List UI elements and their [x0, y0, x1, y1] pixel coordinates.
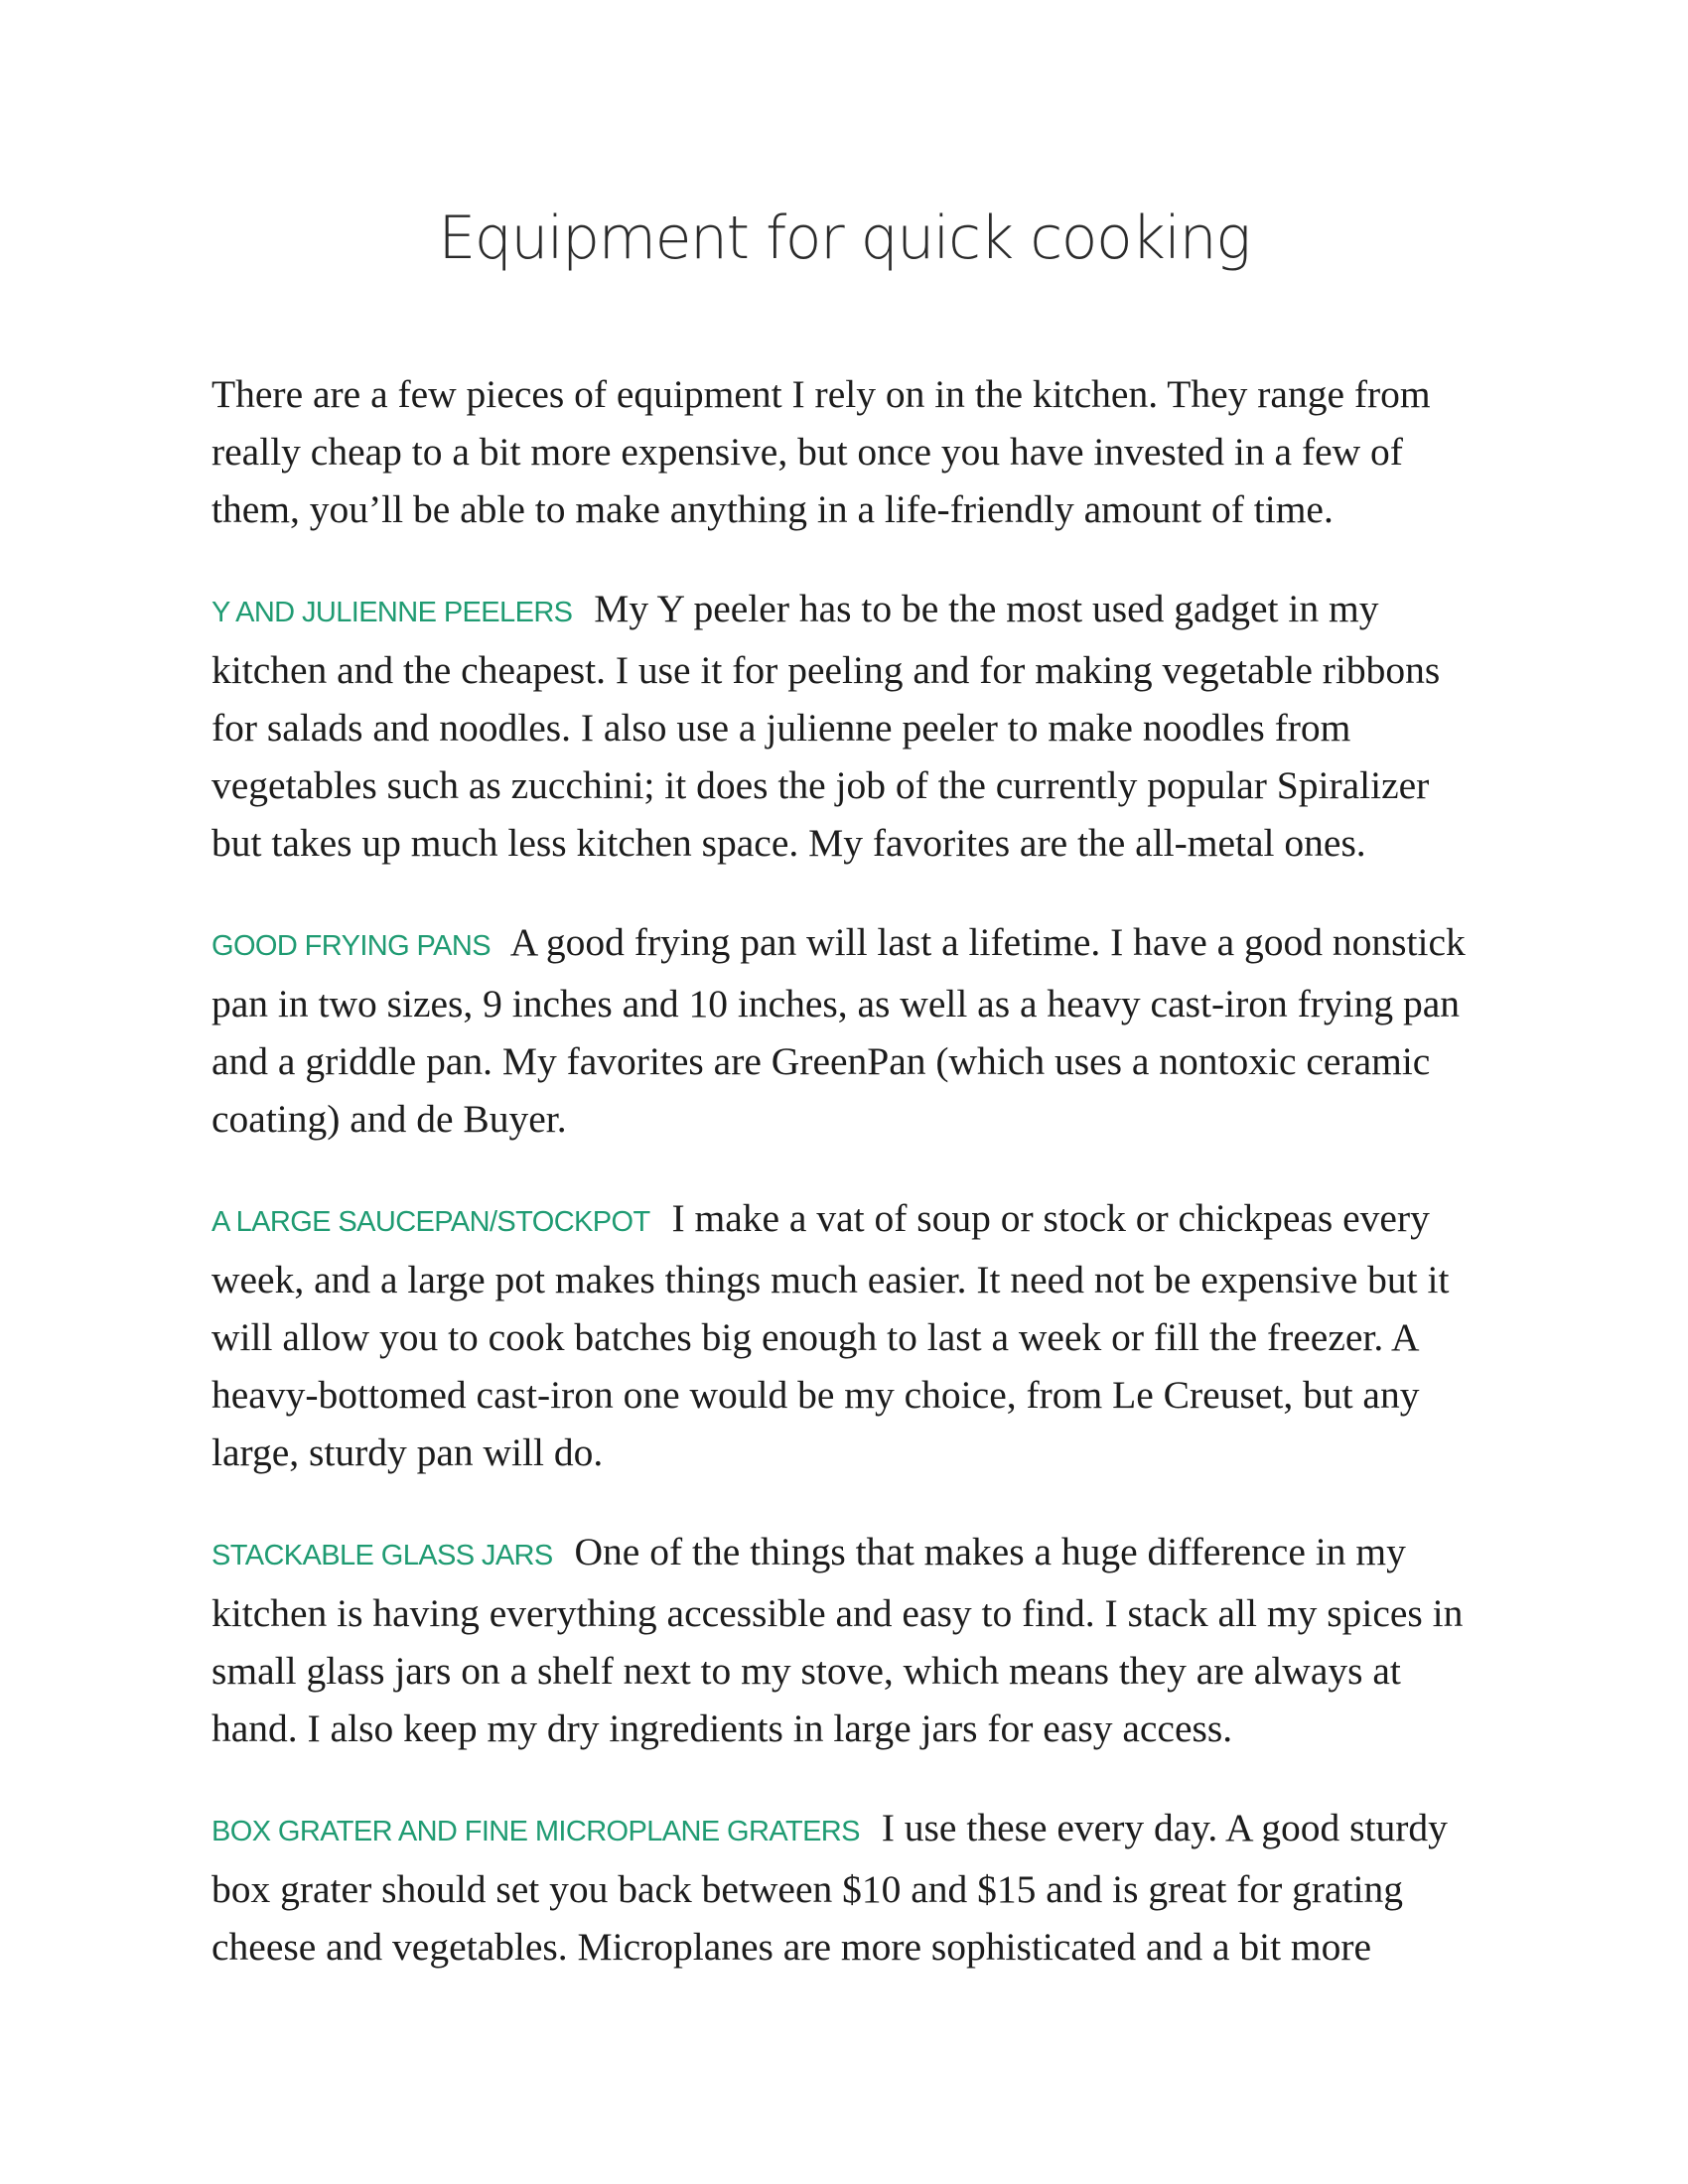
- section-heading: Y AND JULIENNE PEELERS: [211, 597, 573, 628]
- section-text: A good frying pan will last a lifetime. I have a good nonstick pan in two sizes, 9 inches and 10 inches, as well as a heavy cast-iron frying pan and a griddle pan. My favorites are GreenPan (which uses a nontoxic ceramic coating) and de Buyer.: [211, 920, 1466, 1141]
- section-saucepan: [211, 1189, 1488, 1481]
- section-frying-pans: [211, 913, 1488, 1148]
- body-text: [211, 365, 1488, 2017]
- page-title: Equipment for quick cooking: [438, 204, 1250, 273]
- section-heading: BOX GRATER AND FINE MICROPLANE GRATERS: [211, 1816, 860, 1847]
- intro-paragraph: There are a few pieces of equipment I rely on in the kitchen. They range from really cheap to a bit more expensive, but once you have invested in a few of them, you’ll be able to make anything in a life-friendly amount of time.: [211, 372, 1431, 531]
- section-heading: GOOD FRYING PANS: [211, 930, 491, 962]
- section-glass-jars: [211, 1523, 1488, 1757]
- section-text: One of the things that makes a huge difference in my kitchen is having everything accessible and easy to find. I stack all my spices in small glass jars on a shelf next to my stove, which means they are always at hand. I also keep my dry ingredients in large jars for easy access.: [211, 1530, 1464, 1750]
- section-text: My Y peeler has to be the most used gadget in my kitchen and the cheapest. I use it for peeling and for making vegetable ribbons for salads and noodles. I also use a julienne peeler to make noodles from vegetables such as zucchini; it does the job of the currently popular Spiralizer but takes up much less kitchen space. My favorites are the all-metal ones.: [211, 587, 1441, 865]
- section-text: I use these every day. A good sturdy box grater should set you back between $10 and $15 and is great for grating cheese and vegetables. Microplanes are more sophisticated and a bit more: [211, 1806, 1448, 1969]
- section-graters: [211, 1799, 1488, 1976]
- section-heading: A LARGE SAUCEPAN/STOCKPOT: [211, 1206, 650, 1238]
- section-heading: STACKABLE GLASS JARS: [211, 1540, 553, 1571]
- section-text: I make a vat of soup or stock or chickpeas every week, and a large pot makes things much easier. It need not be expensive but it will allow you to cook batches big enough to last a week or fill the freezer. A heavy-bottomed cast-iron one would be my choice, from Le Creuset, but any large, sturdy pan will do.: [211, 1196, 1450, 1474]
- section-peelers: [211, 580, 1488, 872]
